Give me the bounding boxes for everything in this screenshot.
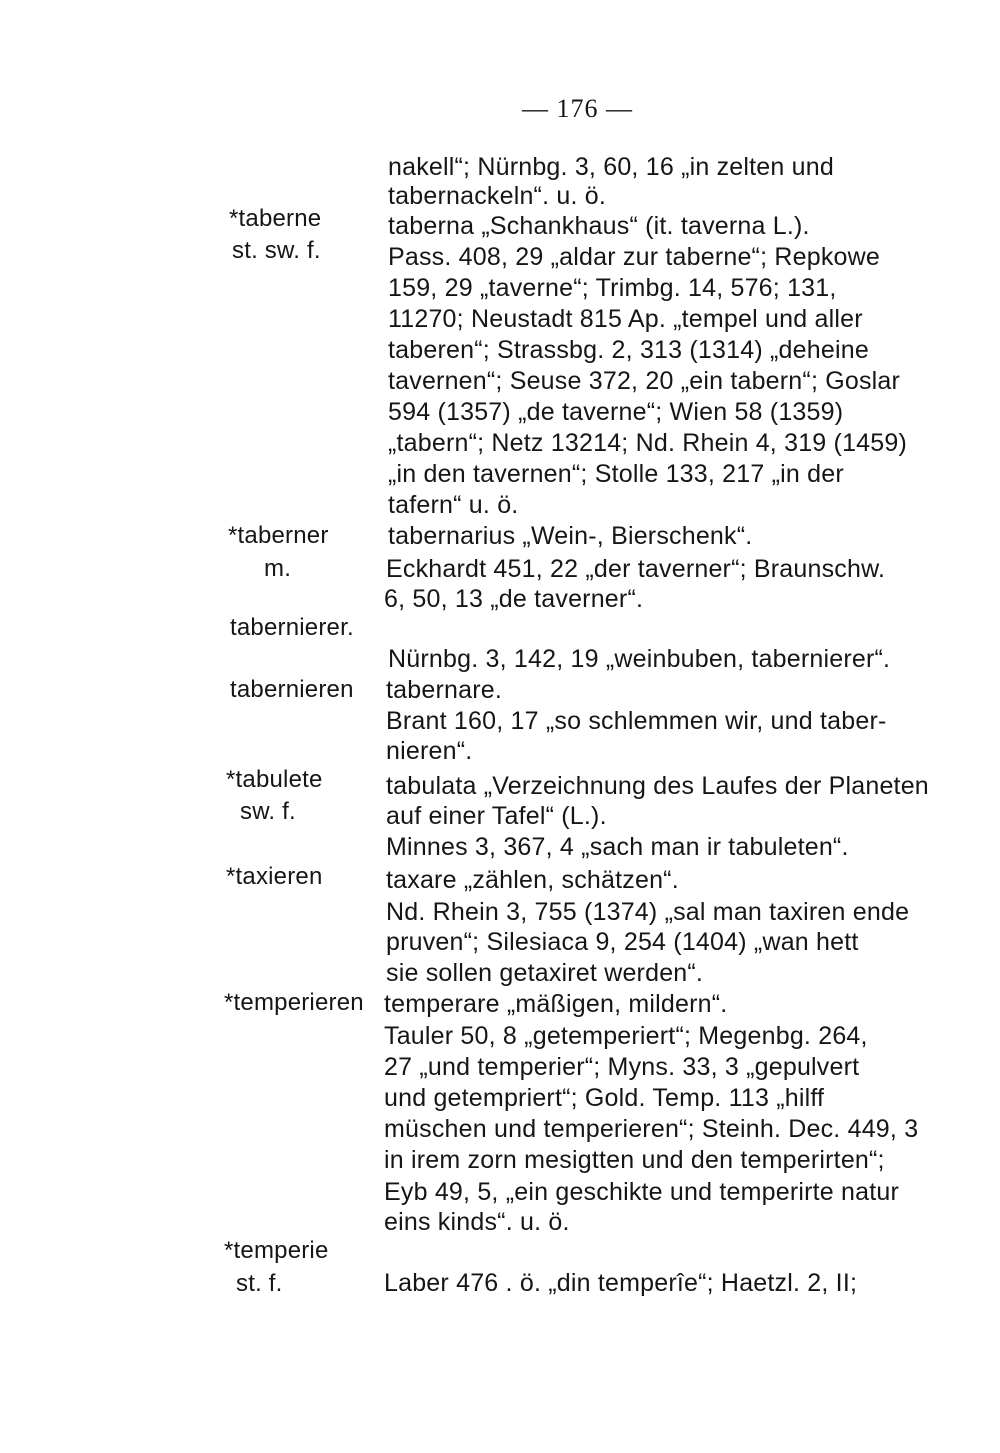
text-line: sie sollen getaxiret werden“. <box>386 959 704 987</box>
text-line: pruven“; Silesiaca 9, 254 (1404) „wan hett <box>386 928 859 956</box>
margin-label-tabulete: *tabulete <box>226 766 323 793</box>
text-line: 11270; Neustadt 815 Ap. „tempel und aller <box>388 305 863 333</box>
text-line: „tabern“; Netz 13214; Nd. Rhein 4, 319 (1459) <box>388 429 908 457</box>
text-line: „in den tavernen“; Stolle 133, 217 „in der <box>388 460 844 488</box>
margin-label-temperie-gender: st. f. <box>236 1270 283 1297</box>
text-line: tabulata „Verzeichnung des Laufes der Planeten <box>386 772 929 800</box>
text-line: taberna „Schankhaus“ (it. taverna L.). <box>388 212 810 240</box>
margin-label-taberne: *taberne <box>229 205 322 232</box>
text-line: Nürnbg. 3, 142, 19 „weinbuben, tabernierer“. <box>388 645 891 673</box>
text-line: Eckhardt 451, 22 „der taverner“; Braunschw. <box>386 555 886 583</box>
text-line: Brant 160, 17 „so schlemmen wir, und taber- <box>386 707 887 735</box>
text-line: Tauler 50, 8 „getemperiert“; Megenbg. 264, <box>384 1022 868 1050</box>
text-line: taxare „zählen, schätzen“. <box>386 866 679 894</box>
text-line: tavernen“; Seuse 372, 20 „ein tabern“; Goslar <box>388 367 901 395</box>
margin-label-tabernieren: tabernieren <box>230 676 354 703</box>
text-line: eins kinds“. u. ö. <box>384 1208 570 1236</box>
text-line: tabernackeln“. u. ö. <box>388 182 607 210</box>
text-line: tabernarius „Wein-, Bierschenk“. <box>388 522 753 550</box>
text-line: und getempriert“; Gold. Temp. 113 „hilff <box>384 1084 825 1112</box>
text-line: müschen und temperieren“; Steinh. Dec. 449, 3 <box>384 1115 919 1143</box>
text-line: Pass. 408, 29 „aldar zur taberne“; Repkowe <box>388 243 880 271</box>
text-line: 159, 29 „taverne“; Trimbg. 14, 576; 131, <box>388 274 837 302</box>
text-line: 27 „und temperier“; Myns. 33, 3 „gepulvert <box>384 1053 860 1081</box>
text-line: Laber 476 . ö. „din temperîe“; Haetzl. 2, II; <box>384 1269 858 1297</box>
text-line: tabernare. <box>386 676 502 704</box>
margin-label-temperie: *temperie <box>224 1237 329 1264</box>
text-line: 6, 50, 13 „de taverner“. <box>384 585 644 613</box>
text-line: Nd. Rhein 3, 755 (1374) „sal man taxiren ende <box>386 898 910 926</box>
text-line: auf einer Tafel“ (L.). <box>386 802 607 830</box>
text-line: Eyb 49, 5, „ein geschikte und temperirte natur <box>384 1178 900 1206</box>
text-line: nakell“; Nürnbg. 3, 60, 16 „in zelten und <box>388 153 834 181</box>
text-line: in irem zorn mesigtten und den temperirten“; <box>384 1146 885 1174</box>
page-number: — 176 — <box>522 94 633 123</box>
text-line: nieren“. <box>386 737 473 765</box>
margin-label-taberner-gender: m. <box>264 555 292 582</box>
text-line: 594 (1357) „de taverne“; Wien 58 (1359) <box>388 398 844 426</box>
margin-label-temperieren: *temperieren <box>224 989 364 1016</box>
text-line: temperare „mäßigen, mildern“. <box>384 990 728 1018</box>
margin-label-taberner: *taberner <box>228 522 329 549</box>
text-line: Minnes 3, 367, 4 „sach man ir tabuleten“. <box>386 833 849 861</box>
margin-label-tabernierer: tabernierer. <box>230 614 354 641</box>
margin-label-tabulete-gender: sw. f. <box>240 798 296 825</box>
text-line: taberen“; Strassbg. 2, 313 (1314) „deheine <box>388 336 869 364</box>
text-line: tafern“ u. ö. <box>388 491 519 519</box>
margin-label-taberne-gender: st. sw. f. <box>232 237 321 264</box>
margin-label-taxieren: *taxieren <box>226 863 323 890</box>
